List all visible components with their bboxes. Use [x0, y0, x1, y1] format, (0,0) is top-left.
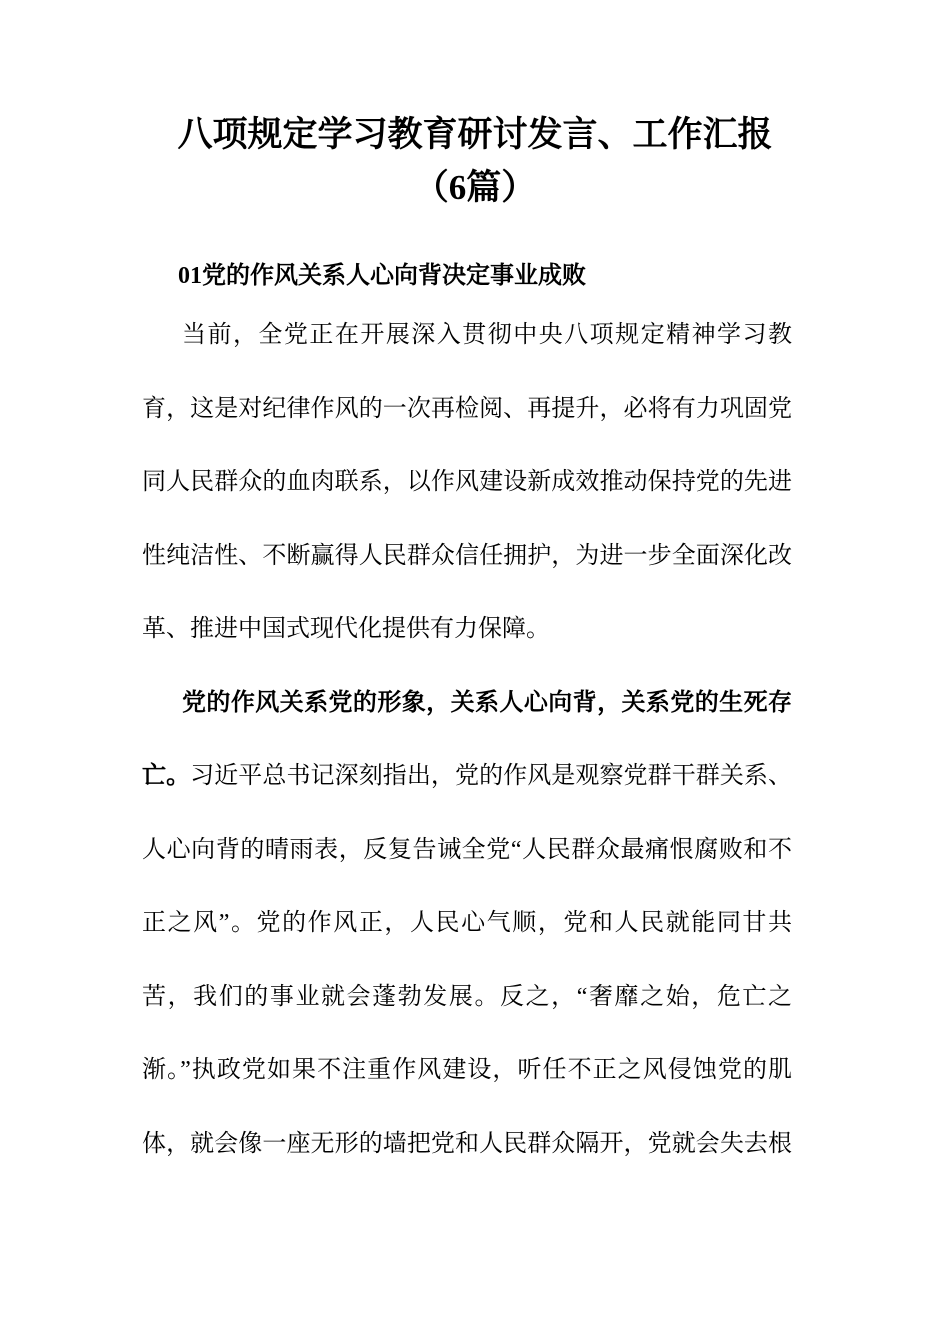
body-text-line [142, 520, 792, 594]
text-segment: 育，这是对纪律作风的一次再检阅、再提升，必将有力巩固党 [142, 395, 792, 422]
text-segment: 当前，全党正在开展深入贯彻中央八项规定精神学习教 [182, 322, 792, 348]
body-text-line [142, 373, 792, 447]
body-text-line [142, 740, 792, 814]
text-segment: 苦，我们的事业就会蓬勃发展。反之，“奢靡之始，危亡之 [142, 983, 792, 1010]
text-segment: 体，就会像一座无形的墙把党和人民群众隔开，党就会失去根 [142, 1130, 792, 1157]
text-segment: 性纯洁性、不断赢得人民群众信任拥护，为进一步全面深化改 [142, 542, 792, 569]
body-text-line [142, 1034, 792, 1108]
body-text-line [142, 593, 792, 667]
text-segment: 革、推进中国式现代化提供有力保障。 [142, 616, 550, 642]
document-body [142, 299, 792, 1181]
bold-text-segment: 亡。 [142, 763, 191, 789]
body-text-line [142, 299, 792, 373]
document-title-line-2: （6篇） [413, 168, 537, 207]
section-heading: 01党的作风关系人心向背决定事业成败 [178, 263, 586, 289]
bold-text-segment: 党的作风关系党的形象，关系人心向背，关系党的生死存 [182, 689, 792, 716]
text-segment: 人心向背的晴雨表，反复告诫全党“人民群众最痛恨腐败和不 [142, 836, 792, 863]
text-segment: 习近平总书记深刻指出，党的作风是观察党群干群关系、 [190, 763, 792, 789]
text-segment: 同人民群众的血肉联系，以作风建设新成效推动保持党的先进 [142, 469, 792, 495]
body-text-line [142, 446, 792, 520]
body-text-line [142, 1108, 792, 1182]
body-text-line [142, 961, 792, 1035]
text-segment: 渐。”执政党如果不注重作风建设，听任不正之风侵蚀党的肌 [142, 1057, 792, 1083]
document-title-line-1: 八项规定学习教育研讨发言、工作汇报 [177, 115, 773, 154]
body-text-line [142, 887, 792, 961]
body-text-line [142, 814, 792, 888]
body-text-line [142, 667, 792, 741]
text-segment: 正之风”。党的作风正，人民心气顺，党和人民就能同甘共 [142, 910, 792, 936]
